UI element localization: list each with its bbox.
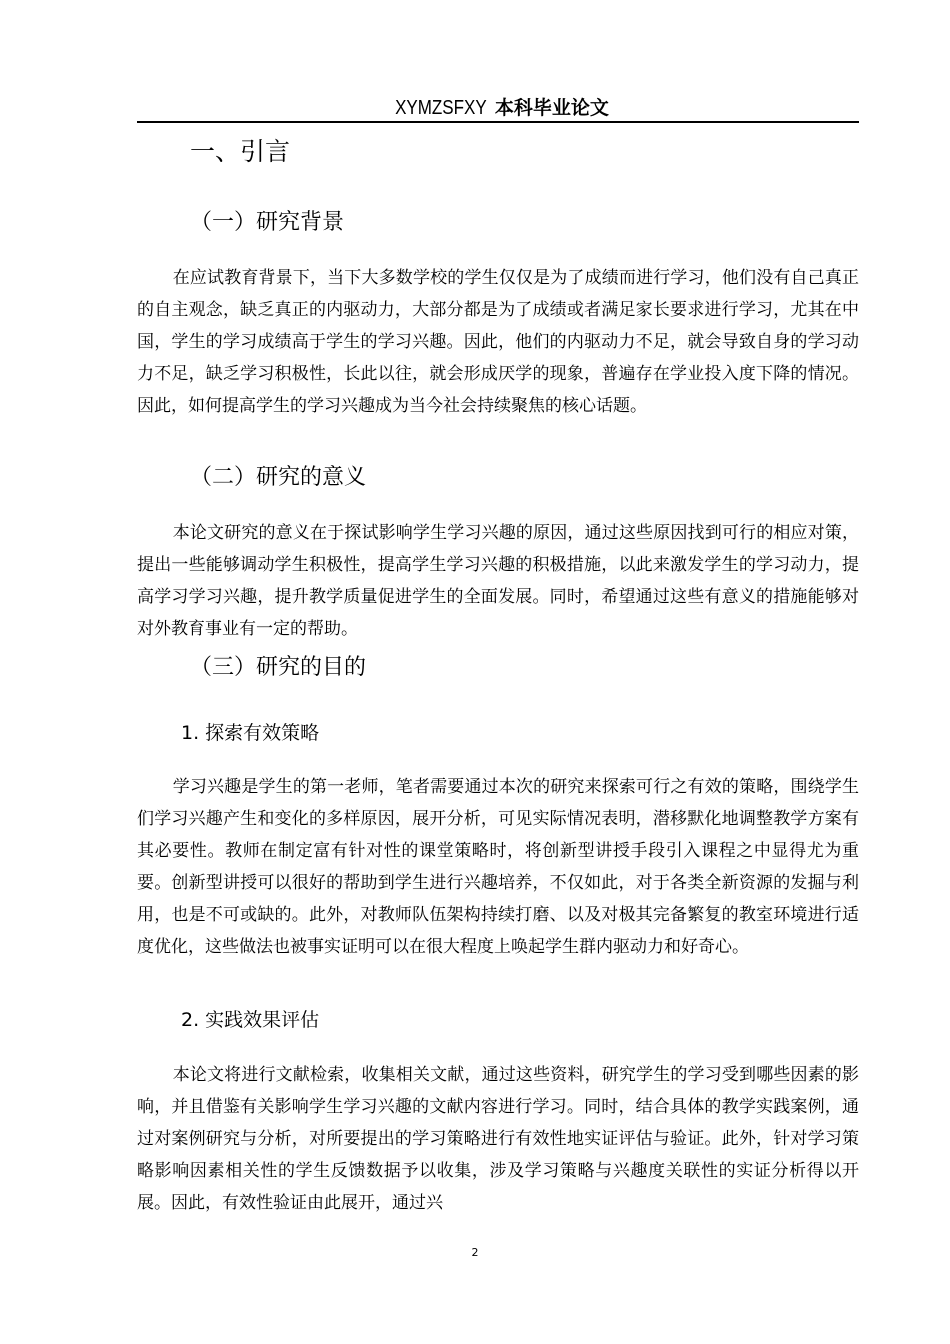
document-header	[137, 94, 859, 121]
page-number: 2	[471, 1246, 479, 1259]
paragraph-significance: 本论文研究的意义在于探试影响学生学习兴趣的原因，通过这些原因找到可行的相应对策，提出一些能够调动学生积极性，提高学生学习兴趣的积极措施，以此来激发学生的学习动力，提高学习学习兴趣，提升教学质量促进学生的全面发展。同时，希望通过这些有意义的措施能够对对外教育事业有一定的帮助。	[137, 523, 859, 639]
header-code: XYMZSFXY	[395, 97, 487, 119]
paragraph-evaluation: 本论文将进行文献检索，收集相关文献，通过这些资料，研究学生的学习受到哪些因素的影响，并且借鉴有关影响学生学习兴趣的文献内容进行学习。同时，结合具体的教学实践案例，通过对案例研究与分析，对所要提出的学习策略进行有效性地实证评估与验证。此外，针对学习策略影响因素相关性的学生反馈数据予以收集，涉及学习策略与兴趣度关联性的实证分析得以开展。因此，有效性验证由此展开，通过兴	[137, 1065, 859, 1213]
item-title-strategy: 1. 探索有效策略	[181, 722, 320, 744]
item-title-evaluation: 2. 实践效果评估	[181, 1009, 320, 1031]
section-title: 一、引言	[190, 137, 291, 166]
header-divider	[137, 121, 859, 123]
subsection-title-background: （一）研究背景	[190, 210, 345, 235]
header-label: 本科毕业论文	[494, 97, 609, 119]
subsection-title-purpose: （三）研究的目的	[190, 655, 367, 680]
paragraph-background: 在应试教育背景下，当下大多数学校的学生仅仅是为了成绩而进行学习，他们没有自己真正的自主观念，缺乏真正的内驱动力，大部分都是为了成绩或者满足家长要求进行学习，尤其在中国，学生的学习成绩高于学生的学习兴趣。因此，他们的内驱动力不足，就会导致自身的学习动力不足，缺乏学习积极性，长此以往，就会形成厌学的现象，普遍存在学业投入度下降的情况。因此，如何提高学生的学习兴趣成为当今社会持续聚焦的核心话题。	[137, 268, 859, 416]
subsection-title-significance: （二）研究的意义	[190, 465, 367, 490]
paragraph-strategy: 学习兴趣是学生的第一老师，笔者需要通过本次的研究来探索可行之有效的策略，围绕学生们学习兴趣产生和变化的多样原因，展开分析，可见实际情况表明，潜移默化地调整教学方案有其必要性。教师在制定富有针对性的课堂策略时，将创新型讲授手段引入课程之中显得尤为重要。创新型讲授可以很好的帮助到学生进行兴趣培养，不仅如此，对于各类全新资源的发掘与利用，也是不可或缺的。此外，对教师队伍架构持续打磨、以及对极其完备繁复的教室环境进行适度优化，这些做法也被事实证明可以在很大程度上唤起学生群内驱动力和好奇心。	[137, 777, 859, 957]
